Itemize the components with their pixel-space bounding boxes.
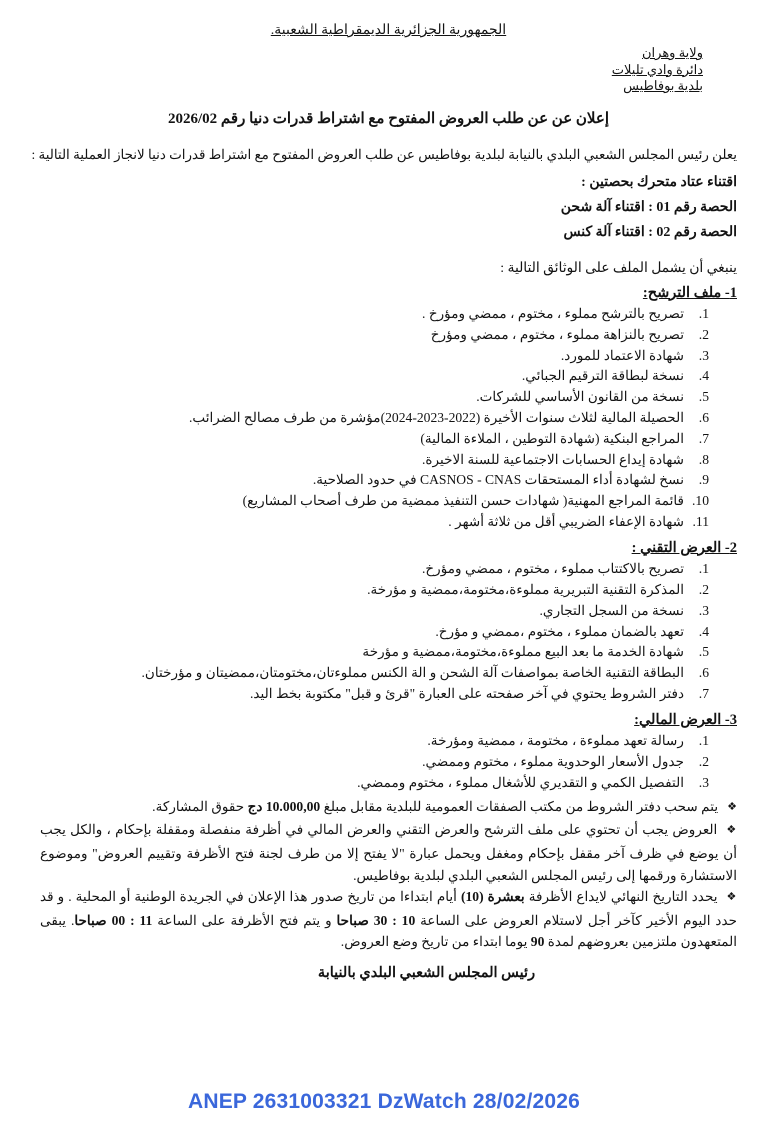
list-item: [40, 752, 709, 773]
list-item: [40, 601, 709, 622]
list-item: [40, 684, 709, 705]
list-item-text: المراجع البنكية (شهادة التوطين ، الملاءة المالية): [420, 430, 684, 446]
list-item: [40, 773, 709, 794]
diamond-bullet-icon: ❖: [726, 824, 737, 837]
diamond-bullet-icon: ❖: [727, 800, 737, 813]
footer-anep: ANEP 2631003321 DzWatch 28/02/2026: [187, 1090, 581, 1113]
note-paragraph: [40, 886, 737, 953]
list-item-text: شهادة إيداع الحسابات الاجتماعية للسنة الاخيرة.: [422, 451, 684, 467]
list-item-number: 8.: [698, 451, 709, 467]
intro-paragraph: يعلن رئيس المجلس الشعبي البلدي بالنيابة لبلدية بوفاطيس عن طلب العروض المفتوح مع اشتراط قدرات دنيا لانجاز العملية التالية :: [31, 146, 737, 162]
list-item-text: نسخ لشهادة أداء المستحقات CASNOS - CNAS في حدود الصلاحية.: [312, 472, 684, 488]
documents-intro: ينبغي أن يشمل الملف على الوثائق التالية :: [500, 259, 737, 275]
list-item-text: البطاقة التقنية الخاصة بمواصفات آلة الشحن و الة الكنس مملوءتان،مختومتان،ممضيتان و مؤرختان.: [141, 665, 684, 681]
list-item-number: 3.: [698, 774, 709, 790]
notes: [40, 796, 737, 953]
list-item-text: دفتر الشروط يحتوي في آخر صفحته على العبارة "قرئ و قبل" مكتوبة بخط اليد.: [250, 686, 684, 702]
note-segment: يوما ابتداء من تاريخ وضع العروض.: [340, 934, 531, 950]
list-item-text: شهادة الإعفاء الضريبي أقل من ثلاثة أشهر .: [448, 513, 684, 529]
list-item-text: تعهد بالضمان مملوء ، مختوم ،ممضي و مؤرخ.: [435, 623, 684, 639]
list-item-number: 2.: [698, 326, 709, 342]
authority-line: ولاية وهران: [642, 45, 703, 60]
list-item: [40, 450, 709, 471]
list-item: [40, 470, 709, 491]
list-item: [40, 663, 709, 684]
list-item-number: 3.: [698, 602, 709, 618]
note-segment: 10 : 30 صباحا: [336, 912, 416, 928]
numbered-list: [40, 731, 737, 793]
list-item: [40, 325, 709, 346]
note-segment: يحدد التاريخ النهائي لايداع الأظرفة: [524, 889, 718, 905]
note-segment: أيام ابتداءا من تاريخ صدور هذا الإعلان في الجريدة الوطنية أو المحلية . و قد حدد اليوم الأخير كآخر أجل لاستلام العروض على الساعة: [40, 889, 738, 928]
lot-line-2: الحصة رقم 02 : اقتناء آلة كنس: [563, 225, 737, 240]
list-item-text: تصريح بالنزاهة مملوء ، مختوم ، ممضي ومؤرخ: [430, 326, 684, 342]
note-segment: . يبقى المتعهدون ملتزمين بعروضهم لمدة: [40, 912, 737, 950]
list-item-number: 5.: [698, 389, 709, 405]
list-item: [40, 559, 709, 580]
list-item-number: 2.: [698, 754, 709, 770]
list-item-number: 1.: [698, 306, 709, 321]
list-item-text: قائمة المراجع المهنية( شهادات حسن التنفيذ ممضية من طرف أصحاب المشاريع): [242, 493, 684, 509]
list-item-text: نسخة من القانون الأساسي للشركات.: [476, 389, 684, 405]
list-item-number: 11.: [692, 513, 709, 529]
note-paragraph: [40, 819, 737, 886]
operation-line: اقتناء عتاد متحرك بحصتين :: [581, 174, 737, 190]
list-item-number: 1.: [698, 561, 709, 577]
list-item-number: 5.: [698, 644, 709, 660]
diamond-bullet-icon: ❖: [726, 891, 737, 904]
list-item: [40, 346, 709, 367]
section-heading-text: 3- العرض المالي:: [634, 711, 737, 728]
note-paragraph: [40, 796, 737, 820]
section-heading: [40, 537, 737, 560]
note-segment: 11 : 00 صباحا: [74, 912, 153, 928]
list-item: [40, 408, 709, 429]
note-segment: 90: [530, 934, 545, 950]
list-item: [40, 366, 709, 387]
republic-header: [40, 22, 737, 39]
list-item-text: المذكرة التقنية التبريرية مملوءة،مختومة،ممضية و مؤرخة.: [367, 582, 684, 598]
section-heading: [40, 709, 737, 732]
section-heading-text: 1- ملف الترشح:: [642, 284, 737, 301]
list-item-text: نسخة من السجل التجاري.: [539, 602, 684, 618]
list-item-number: 9.: [698, 472, 709, 488]
list-item-text: شهادة الاعتماد للمورد.: [560, 347, 684, 363]
list-item: [40, 387, 709, 408]
note-segment: حقوق المشاركة.: [152, 798, 248, 814]
list-item-text: شهادة الخدمة ما بعد البيع مملوءة،مختومة،ممضية و مؤرخة: [362, 644, 684, 660]
list-item: [40, 622, 709, 643]
signature-line: رئيس المجلس الشعبي البلدي بالنيابة: [317, 964, 536, 981]
list-item-number: 7.: [698, 686, 709, 702]
list-item-number: 10.: [692, 493, 709, 509]
list-item-text: الحصيلة المالية لثلاث سنوات الأخيرة (2022-2023-2024)مؤشرة من طرف مصالح الضرائب.: [189, 409, 684, 425]
list-item: [40, 642, 709, 663]
note-segment: العروض يجب أن تحتوي على ملف الترشح والعرض التقني والعرض المالي في أظرفة منفصلة ومقفلة بإحكام ، والكل يجب أن يوضع في ظرف آخر مقفل بإحكام ومغفل ويحمل عبارة "لا يفتح إلا من طرف لجنة فتح الأظرفة وتقييم العروض" وموضوع الاستشارة ورقمها إلى رئيس المجلس الشعبي البلدي لبلدية بوفاطيس.: [40, 822, 737, 883]
section-heading-text: 2- العرض التقني :: [631, 539, 737, 556]
list-item-text: جدول الأسعار الوحدوية مملوء ، مختوم وممضي.: [422, 754, 684, 770]
list-item: [40, 580, 709, 601]
list-item-number: 1.: [698, 733, 709, 749]
note-segment: بعشرة (10): [460, 889, 525, 905]
list-item-text: رسالة تعهد مملوءة ، مختومة ، ممضية ومؤرخة.: [427, 733, 684, 749]
list-item-number: 6.: [698, 409, 709, 425]
note-segment: 10.000,00 دج: [247, 798, 321, 814]
list-item-number: 4.: [698, 368, 709, 384]
list-item-number: 7.: [698, 430, 709, 446]
list-item: [40, 429, 709, 450]
list-item-number: 2.: [698, 582, 709, 598]
numbered-list: [40, 559, 737, 705]
list-item-text: تصريح بالترشح مملوء ، مختوم ، ممضي ومؤرخ .: [422, 306, 684, 321]
sections: [40, 282, 737, 794]
list-item-number: 4.: [698, 623, 709, 639]
section-heading: [40, 282, 737, 305]
list-item: [40, 304, 709, 325]
page-title: إعلان عن عن طلب العروض المفتوح مع اشتراط قدرات دنيا رقم 2026/02: [168, 110, 609, 127]
list-item: [40, 491, 709, 512]
list-item-text: تصريح بالاكتتاب مملوء ، مختوم ، ممضي ومؤرخ.: [421, 561, 684, 577]
list-item-text: نسخة لبطاقة الترقيم الجبائي.: [521, 368, 684, 384]
list-item-number: 6.: [698, 665, 709, 681]
note-segment: و يتم فتح الأظرفة على الساعة: [152, 912, 337, 928]
numbered-list: [40, 304, 737, 533]
authority-line: دائرة وادي تليلات: [611, 61, 703, 77]
note-segment: يتم سحب دفتر الشروط من مكتب الصفقات العمومية للبلدية مقابل مبلغ: [320, 798, 719, 814]
lot-line-1: الحصة رقم 01 : اقتناء آلة شحن: [560, 199, 737, 215]
list-item: [40, 731, 709, 752]
authority-block: [40, 45, 703, 95]
list-item: [40, 512, 709, 533]
republic-header-text: الجمهورية الجزائرية الديمقراطية الشعبية.: [270, 23, 507, 38]
authority-line: بلدية بوفاطيس: [623, 78, 703, 93]
list-item-text: التفصيل الكمي و التقديري للأشغال مملوء ، مختوم وممضي.: [357, 774, 684, 790]
list-item-number: 3.: [698, 347, 709, 363]
